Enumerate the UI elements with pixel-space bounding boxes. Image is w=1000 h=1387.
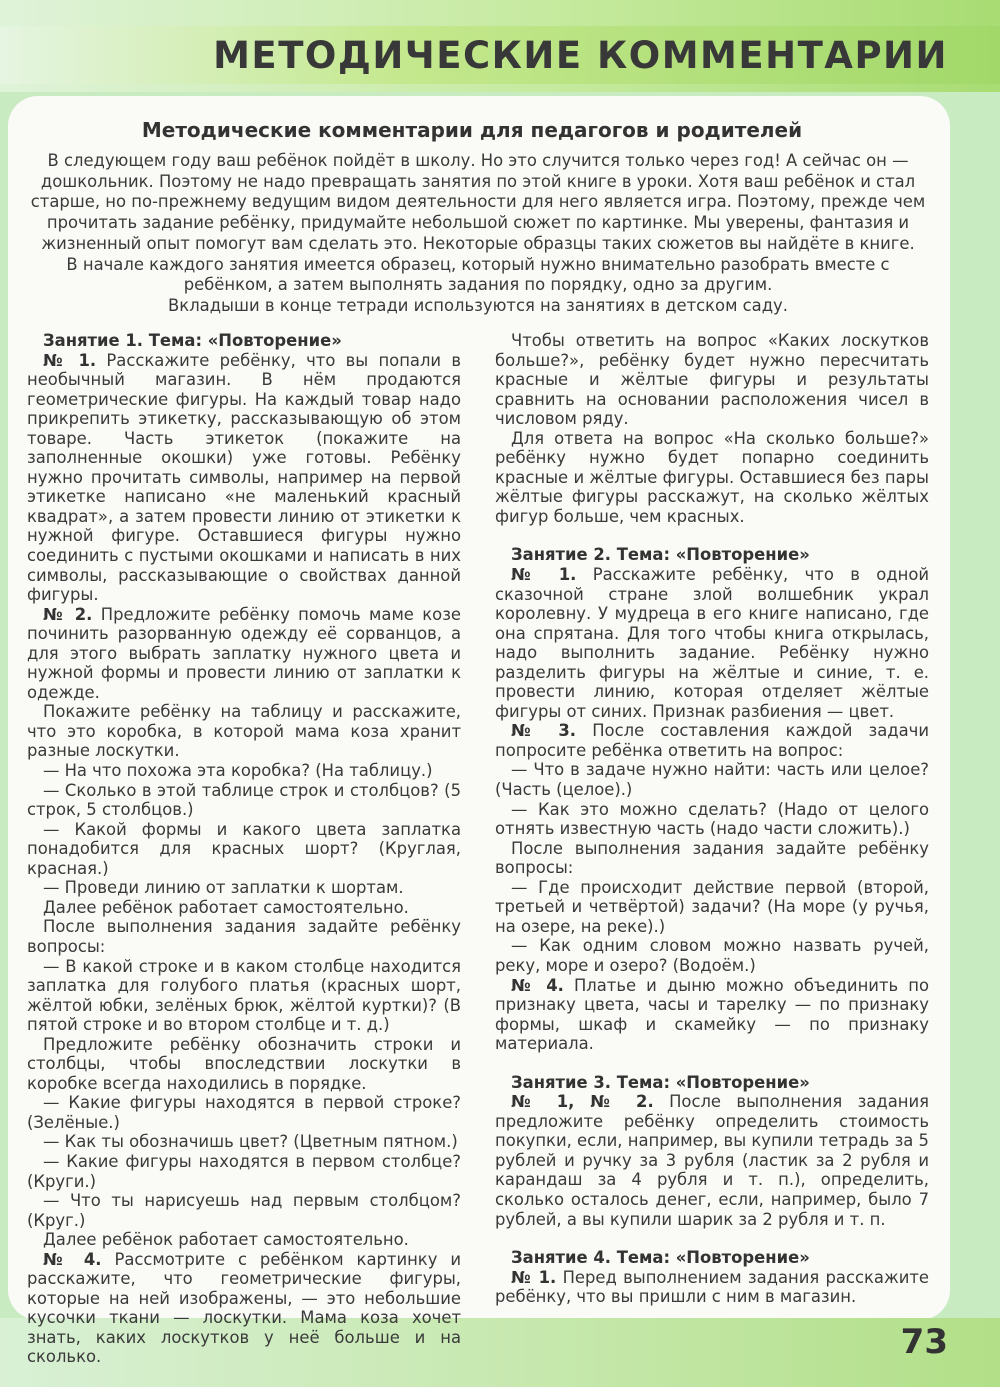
- task-paragraph: № 4. Рассмотрите с ребёнком картинку и расскажите, что геометрические фигуры, которые на ней изображены, — это небольшие кусочки ткани — лоскутки. Мама коза хочет знать, каких лоскутков у неё больше и на сколько.: [27, 1249, 461, 1367]
- intro-paragraph: Вкладыши в конце тетради используются на занятиях в детском саду.: [168, 295, 788, 315]
- page-number: 73: [900, 1322, 948, 1362]
- task-paragraph: № 3. После составления каждой задачи попросите ребёнка ответить на вопрос:: [495, 721, 930, 760]
- task-paragraph: № 1. Перед выполнением задания расскажите ребёнку, что вы пришли с ним в магазин.: [495, 1267, 929, 1307]
- dialogue-line: — Что в задаче нужно найти: часть или целое? (Часть (целое).): [495, 760, 929, 800]
- task-number: № 1.: [511, 565, 577, 585]
- dialogue-line: — Как это можно сделать? (Надо от целого отнять известную часть (надо части сложить).): [495, 799, 929, 839]
- intro-paragraph: В начале каждого занятия имеется образец, который нужно внимательно разобрать вместе с ребёнком, а затем выполнять задания по порядку, одно за другим.: [66, 254, 890, 295]
- dialogue-line: — Сколько в этой таблице строк и столбцов? (5 строк, 5 столбцов.): [27, 780, 461, 820]
- task-paragraph: № 2. Предложите ребёнку помочь маме козе починить разорванную одежду её сорванцов, а для этого выбрать заплатку нужного цвета и нужной формы и провести линию от заплатки к одежде.: [27, 604, 461, 702]
- task-number: № 4.: [511, 975, 564, 995]
- task-number: № 2.: [43, 604, 93, 624]
- dialogue-line: — Проведи линию от заплатки к шортам.: [43, 878, 404, 898]
- intro-text: [28, 151, 928, 317]
- right-column: [495, 331, 929, 1307]
- dialogue-line: — Где происходит действие первой (второй, третьей и четвёртой) задачи? (На море (у ручья, на озере, на реке).): [495, 877, 929, 936]
- lesson-title: Занятие 1. Тема: «Повторение»: [43, 331, 342, 350]
- dialogue-line: — В какой строке и в каком столбце находится заплатка для голубого платья (красных шорт, жёлтой юбки, зелёных брюк, жёлтой куртки)? (В пятой строке и во втором столбце и т. д.): [27, 956, 461, 1035]
- task-paragraph: № 1. Расскажите ребёнку, что вы попали в необычный магазин. В нём продаются геометрические фигуры. На каждый товар надо прикрепить этикетку, рассказывающую об этом товаре. Часть этикеток (покажите на заполненные окошки) уже готовы. Ребёнку нужно прочитать символы, например на первой этикетке написано «не маленький красный квадрат», а затем провести линию от этикетки к нужной фигуре. Оставшиеся фигуры нужно соединить с пустыми окошками и написать в них символы, рассказывающие о свойствах данной фигуры.: [27, 350, 462, 605]
- task-paragraph: № 1. Расскажите ребёнку, что в одной сказочной стране злой волшебник украл королевну. У мудреца в его книге написано, где она спрятана. Для того чтобы книга открылась, надо выполнить задание. Ребёнку нужно разделить фигуры на жёлтые и синие, т. е. провести линию, которая отделяет жёлтые фигуры от синих. Признак разбиения — цвет.: [495, 565, 930, 721]
- paragraph: Покажите ребёнку на таблицу и расскажите, что это коробка, в которой мама коза хранит разные лоскутки.: [27, 702, 461, 761]
- dialogue-line: — Какие фигуры находятся в первом столбце? (Круги.): [27, 1151, 461, 1191]
- dialogue-line: — Какие фигуры находятся в первой строке? (Зелёные.): [27, 1093, 461, 1132]
- task-paragraph: № 1, № 2. После выполнения задания предложите ребёнку определить стоимость покупки, если, например, вы купили тетрадь за 5 рублей и ручку за 3 рубля (ластик за 2 рубля и карандаш за 4 рубля и т. п.), определить, сколько осталось денег, если, например, было 7 рублей, а вы купили шарик за 2 рубля и т. п.: [495, 1092, 930, 1229]
- dialogue-line: — Как одним словом можно назвать ручей, реку, море и озеро? (Водоём.): [495, 936, 929, 975]
- task-number: № 1, № 2.: [511, 1092, 654, 1112]
- paragraph: Для ответа на вопрос «На сколько больше?» ребёнку нужно будет попарно соединить красные и жёлтые фигуры. Оставшиеся без пары жёлтые фигуры расскажут, на сколько жёлтых фигур больше, чем красных.: [495, 428, 929, 526]
- left-column: [27, 331, 461, 1367]
- intro-heading: Методические комментарии для педагогов и родителей: [141, 118, 803, 142]
- paragraph: После выполнения задания задайте ребёнку вопросы:: [495, 838, 929, 878]
- task-paragraph: № 4. Платье и дыню можно объединить по признаку цвета, часы и тарелку — по признаку формы, шкаф и скамейку — по признаку материала.: [495, 975, 929, 1054]
- dialogue-line: — Какой формы и какого цвета заплатка понадобится для красных шорт? (Круглая, красная.): [27, 819, 461, 878]
- paragraph: Предложите ребёнку обозначить строки и столбцы, чтобы впоследствии лоскутки в коробке всегда находились в порядке.: [27, 1034, 461, 1093]
- paragraph: Чтобы ответить на вопрос «Каких лоскутков больше?», ребёнку будет нужно пересчитать красные и жёлтые фигуры и результаты сравнить на основании расположения чисел в числовом ряду.: [495, 331, 929, 429]
- task-number: № 1.: [43, 350, 97, 370]
- paragraph: Далее ребёнок работает самостоятельно.: [43, 897, 409, 917]
- paragraph: Далее ребёнок работает самостоятельно.: [43, 1230, 409, 1250]
- lesson-title: Занятие 4. Тема: «Повторение»: [511, 1248, 810, 1268]
- section-title: МЕТОДИЧЕСКИЕ КОММЕНТАРИИ: [213, 34, 948, 77]
- task-number: № 1.: [511, 1267, 557, 1287]
- task-number: № 3.: [511, 721, 577, 741]
- dialogue-line: — На что похожа эта коробка? (На таблицу.): [43, 761, 433, 781]
- lesson-title: Занятие 3. Тема: «Повторение»: [511, 1072, 810, 1092]
- intro-paragraph: В следующем году ваш ребёнок пойдёт в школу. Но это случится только через год! А сейчас он — дошкольник. Поэтому не надо превращать занятия по этой книге в уроки. Хотя ваш ребёнок и стал старше, но по-прежнему ведущим видом деятельности для него является игра. Поэтому, прежде чем прочитать задание ребёнку, придумайте небольшой сюжет по картинке. Мы уверены, фантазия и жизненный опыт помогут вам сделать это. Некоторые образцы таких сюжетов вы найдёте в книге.: [30, 151, 926, 253]
- dialogue-line: — Как ты обозначишь цвет? (Цветным пятном.): [43, 1132, 458, 1152]
- paragraph: После выполнения задания задайте ребёнку вопросы:: [27, 917, 461, 956]
- task-number: № 4.: [43, 1249, 102, 1269]
- lesson-title: Занятие 2. Тема: «Повторение»: [511, 545, 810, 565]
- dialogue-line: — Что ты нарисуешь над первым столбцом? (Круг.): [27, 1191, 461, 1230]
